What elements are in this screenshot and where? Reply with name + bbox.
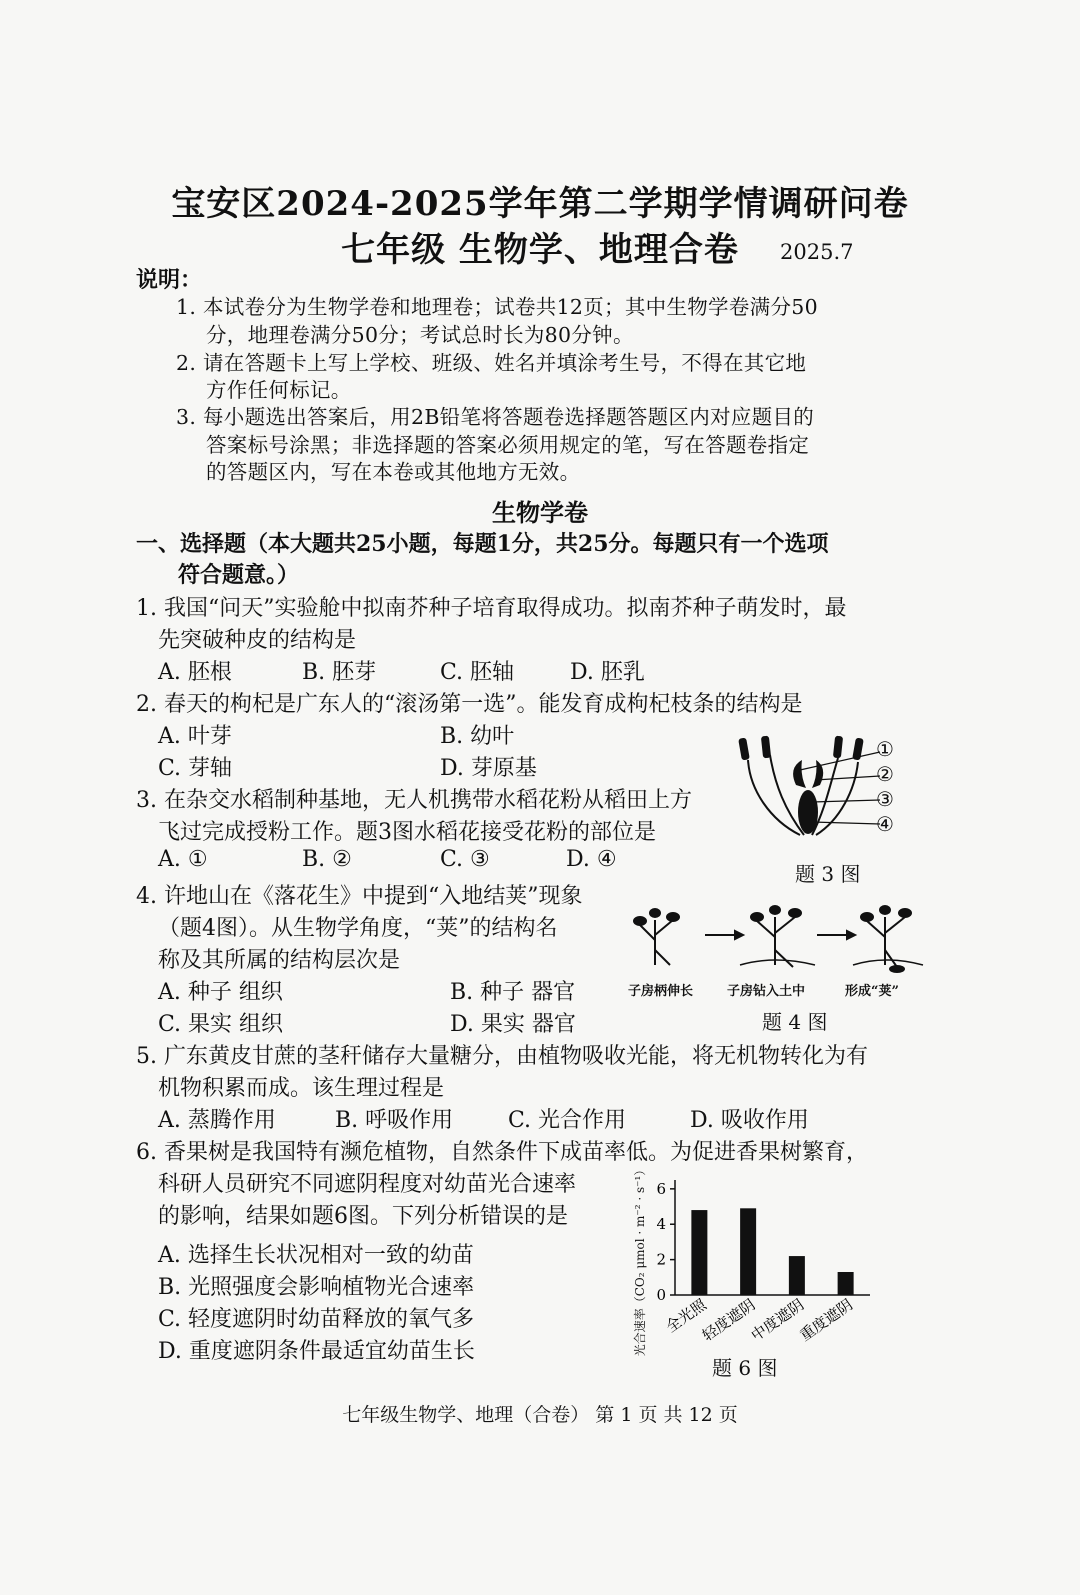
chart-category-label: 重度遮阴 — [796, 1295, 856, 1345]
question-6: 6. 香果树是我国特有濒危植物，自然条件下成苗率低。为促进香果树繁育， — [136, 1140, 868, 1165]
question-5: 5. 广东黄皮甘蔗的茎秆储存大量糖分，由植物吸收光能，将无机物转化为有 — [136, 1044, 868, 1069]
fig4-caption: 题 4 图 — [762, 1010, 828, 1034]
fig3-label-3: ③ — [876, 787, 894, 811]
question-1-cont: 先突破种皮的结构是 — [158, 628, 357, 653]
chart-y-axis-label: 光合速率（CO₂ μmol · m⁻² · s⁻¹） — [633, 1163, 647, 1357]
question-6-cont: 的影响，结果如题6图。下列分析错误的是 — [158, 1204, 568, 1229]
fig3-caption: 题 3 图 — [795, 862, 861, 886]
q6-option-a: A. 选择生长状况相对一致的幼苗 — [158, 1243, 474, 1268]
q3-option-d: D. ④ — [566, 847, 617, 872]
chart-category-label: 中度遮阴 — [747, 1295, 808, 1345]
q5-option-b: B. 呼吸作用 — [335, 1108, 454, 1133]
page-footer: 七年级生物学、地理（合卷） 第 1 页 共 12 页 — [342, 1404, 738, 1426]
q2-option-a: A. 叶芽 — [158, 724, 232, 749]
q6-option-b: B. 光照强度会影响植物光合速率 — [158, 1275, 475, 1300]
exam-date: 2025.7 — [780, 240, 854, 264]
chart-bar — [691, 1210, 707, 1295]
chart-y-tick-label: 0 — [656, 1286, 666, 1304]
q5-option-a: A. 蒸腾作用 — [158, 1108, 276, 1133]
question-4: 4. 许地山在《落花生》中提到“入地结荚”现象 — [136, 884, 583, 909]
question-2: 2. 春天的枸杞是广东人的“滚汤第一选”。能发育成枸杞枝条的结构是 — [136, 692, 803, 717]
q4-option-b: B. 种子 器官 — [450, 980, 576, 1005]
question-3: 3. 在杂交水稻制种基地，无人机携带水稻花粉从稻田上方 — [136, 788, 692, 813]
q2-option-c: C. 芽轴 — [158, 756, 233, 781]
q3-option-b: B. ② — [302, 847, 352, 872]
fig6-caption: 题 6 图 — [712, 1356, 778, 1380]
note-line: 方作任何标记。 — [206, 378, 352, 402]
chart-category-label: 全光照 — [662, 1295, 710, 1337]
peanut-stages-figure — [625, 895, 925, 975]
q4-option-d: D. 果实 器官 — [450, 1012, 576, 1037]
question-5-cont: 机物积累而成。该生理过程是 — [158, 1076, 445, 1101]
chart-bar — [789, 1256, 805, 1295]
question-3-cont: 飞过完成授粉工作。题3图水稻花接受花粉的部位是 — [158, 820, 656, 845]
question-6-cont: 科研人员研究不同遮阴程度对幼苗光合速率 — [158, 1172, 577, 1197]
q2-option-b: B. 幼叶 — [440, 724, 515, 749]
note-line: 2. 请在答题卡上写上学校、班级、姓名并填涂考生号，不得在其它地 — [176, 351, 807, 375]
question-4-cont: 称及其所属的结构层次是 — [158, 948, 401, 973]
q3-option-a: A. ① — [158, 847, 208, 872]
q5-option-c: C. 光合作用 — [508, 1108, 627, 1133]
chart-category-label: 轻度遮阴 — [698, 1295, 759, 1345]
chart-y-tick-label: 6 — [656, 1179, 666, 1198]
question-4-cont: （题4图）。从生物学角度，“荚”的结构名 — [158, 916, 558, 941]
q1-option-a: A. 胚根 — [158, 660, 232, 685]
q3-option-c: C. ③ — [440, 847, 490, 872]
q5-option-d: D. 吸收作用 — [690, 1108, 809, 1133]
note-line: 答案标号涂黑；非选择题的答案必须用规定的笔，写在答题卷指定 — [206, 433, 810, 457]
photosynthesis-rate-chart — [620, 1163, 880, 1357]
note-line: 1. 本试卷分为生物学卷和地理卷；试卷共12页；其中生物学卷满分50 — [176, 295, 818, 319]
chart-y-tick-label: 2 — [656, 1250, 666, 1269]
q1-option-b: B. 胚芽 — [302, 660, 377, 685]
q4-option-c: C. 果实 组织 — [158, 1012, 284, 1037]
q1-option-c: C. 胚轴 — [440, 660, 515, 685]
fig4-label-3: 形成“荚” — [845, 984, 899, 999]
chart-y-tick-label: 4 — [656, 1215, 666, 1234]
fig4-label-1: 子房柄伸长 — [628, 984, 694, 999]
fig3-label-1: ① — [876, 737, 894, 761]
fig4-label-2: 子房钻入土中 — [727, 984, 806, 999]
exam-subtitle: 七年级 生物学、地理合卷 — [341, 230, 739, 270]
chart-bar — [740, 1208, 756, 1295]
notes-heading: 说明： — [136, 267, 203, 293]
q1-option-d: D. 胚乳 — [570, 660, 645, 685]
exam-title: 宝安区2024-2025学年第二学期学情调研问卷 — [171, 184, 909, 224]
part-heading: 一、选择题（本大题共25小题，每题1分，共25分。每题只有一个选项 — [136, 531, 829, 557]
note-line: 分，地理卷满分50分；考试总时长为80分钟。 — [206, 323, 634, 347]
fig3-label-2: ② — [876, 762, 894, 786]
q2-option-d: D. 芽原基 — [440, 756, 537, 781]
part-heading-cont: 符合题意。） — [178, 562, 300, 588]
chart-bar — [838, 1272, 854, 1295]
section-title: 生物学卷 — [492, 498, 588, 527]
question-1: 1. 我国“问天”实验舱中拟南芥种子培育取得成功。拟南芥种子萌发时，最 — [136, 596, 847, 621]
note-line: 3. 每小题选出答案后，用2B铅笔将答题卷选择题答题区内对应题目的 — [176, 405, 815, 429]
note-line: 的答题区内，写在本卷或其他地方无效。 — [206, 460, 581, 484]
q4-option-a: A. 种子 组织 — [158, 980, 283, 1005]
q6-option-d: D. 重度遮阴条件最适宜幼苗生长 — [158, 1339, 475, 1364]
fig3-label-4: ④ — [876, 812, 894, 836]
q6-option-c: C. 轻度遮阴时幼苗释放的氧气多 — [158, 1307, 475, 1332]
